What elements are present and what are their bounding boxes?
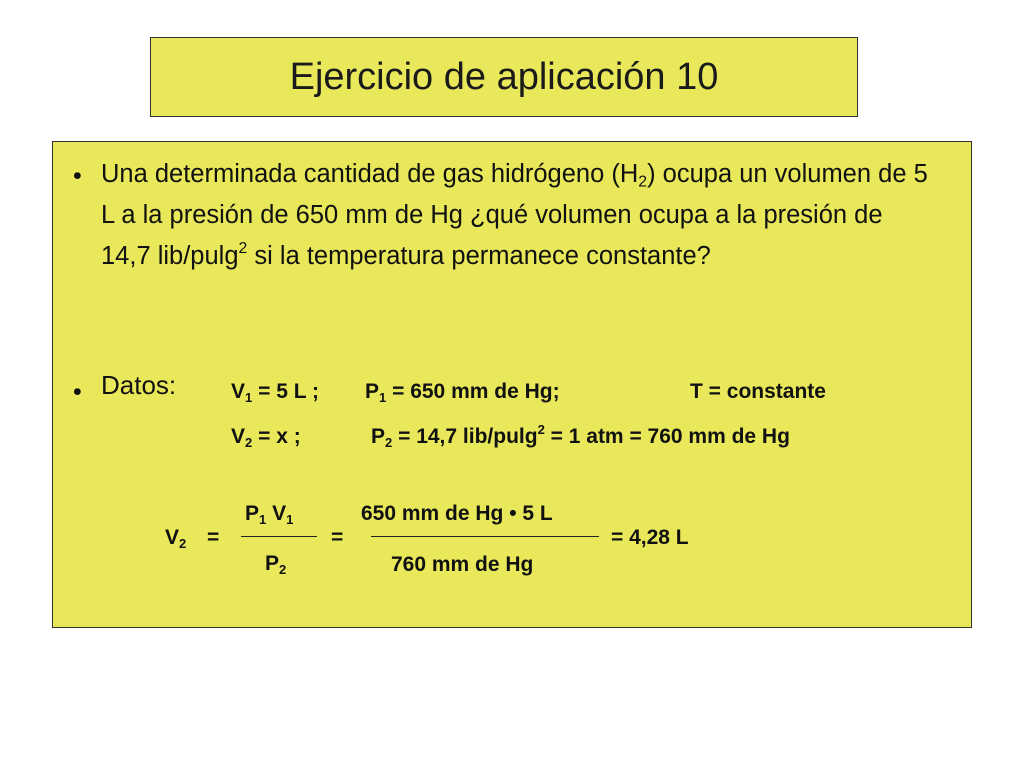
fraction-line-2 bbox=[371, 536, 599, 537]
datos-p2: $P_2 = 14,7$ lib/pulg$^2$ = 1 atm = 760 mm de Hg bbox=[371, 421, 790, 450]
datos-p1: $P_1 = 650$ mm de Hg; bbox=[365, 380, 560, 405]
bullet-datos: • bbox=[73, 378, 82, 406]
formula-lhs: $V_2$ bbox=[165, 526, 187, 551]
datos-label: Datos: bbox=[101, 370, 177, 400]
formula-eq2: = bbox=[331, 526, 344, 549]
formula-den1: $P_2$ bbox=[265, 552, 287, 577]
title-box bbox=[150, 37, 858, 117]
content-box bbox=[52, 141, 972, 628]
datos-t: T = constante bbox=[690, 380, 826, 403]
fraction-line-1 bbox=[241, 536, 317, 537]
formula-num2: 650 mm de Hg • 5 L bbox=[361, 502, 553, 525]
question-text: Una determinada cantidad de gas hidrógeno $(H_2)$ ocupa un volumen de 5 L a la presión de 650 mm de Hg ¿qué volumen ocupa a la presión de 14,7 lib/pulg$^2$ si la temperatura permanece constante? bbox=[101, 160, 928, 270]
formula-num1: $P_1$ $V_1$ bbox=[245, 502, 294, 527]
slide-title: Ejercicio de aplicación 10 bbox=[289, 55, 719, 98]
datos-v2: $V_2 = x$ ; bbox=[231, 425, 301, 450]
formula-result: = 4,28 L bbox=[611, 526, 689, 549]
formula-eq1: = bbox=[207, 526, 220, 549]
bullet-question: • bbox=[73, 162, 82, 190]
formula-den2: 760 mm de Hg bbox=[391, 553, 534, 576]
datos-v1: $V_1 = 5$ L ; bbox=[231, 380, 319, 405]
